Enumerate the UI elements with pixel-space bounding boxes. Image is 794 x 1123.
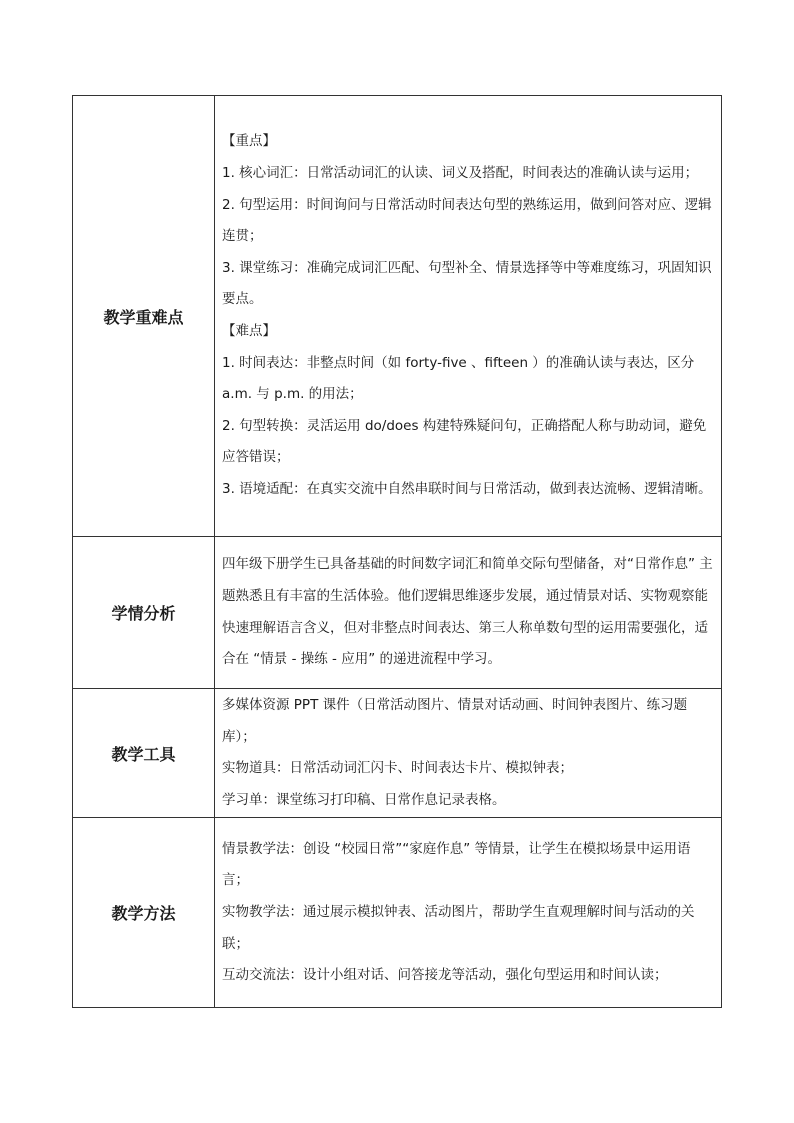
row-content — [215, 96, 722, 537]
paragraph: 学习单：课堂练习打印稿、日常作息记录表格。 — [222, 791, 506, 808]
paragraph: 2. 句型转换：灵活运用 do/does 构建特殊疑问句，正确搭配人称与助动词，避免应答错误； — [222, 417, 707, 466]
paragraph: 实物教学法：通过展示模拟钟表、活动图片，帮助学生直观理解时间与活动的关联； — [222, 904, 695, 952]
table-row-teaching-tools — [73, 689, 722, 818]
row-content — [215, 689, 722, 818]
paragraph: 3. 课堂练习：准确完成词汇匹配、句型补全、情景选择等中等难度练习，巩固知识要点。 — [222, 259, 712, 308]
row-label: 教学工具 — [73, 689, 215, 818]
paragraph: 互动交流法：设计小组对话、问答接龙等活动，强化句型运用和时间认读； — [222, 967, 668, 984]
row-content — [215, 537, 722, 689]
paragraph: 1. 核心词汇：日常活动词汇的认读、词义及搭配，时间表达的准确认读与运用； — [222, 165, 699, 182]
paragraph: 2. 句型运用：时间询问与日常活动时间表达句型的熟练运用，做到问答对应、逻辑连贯； — [222, 196, 712, 245]
row-label: 学情分析 — [73, 537, 215, 689]
table-row-student-analysis — [73, 537, 722, 689]
paragraph: 四年级下册学生已具备基础的时间数字词汇和简单交际句型储备，对“日常作息” 主题熟悉且有丰富的生活体验。他们逻辑思维逐步发展，通过情景对话、实物观察能快速理解语言含义，但对非整点时间表达、第三人称单数句型的运用需要强化，适合在 “情景 - 操练 - 应用” 的递进流程中学习。 — [222, 556, 713, 668]
paragraph: 【难点】 — [222, 323, 276, 339]
row-content — [215, 818, 722, 1008]
table-row-key-difficult-points — [73, 96, 722, 537]
paragraph: 情景教学法：创设 “校园日常”“家庭作息” 等情景，让学生在模拟场景中运用语言； — [222, 840, 691, 889]
paragraph: 3. 语境适配：在真实交流中自然串联时间与日常活动，做到表达流畅、逻辑清晰。 — [222, 480, 712, 497]
paragraph: 【重点】 — [222, 133, 276, 150]
row-label: 教学方法 — [73, 818, 215, 1008]
paragraph: 1. 时间表达：非整点时间（如 forty-five 、fifteen ）的准确认读与表达，区分 a.m. 与 p.m. 的用法； — [222, 354, 695, 403]
paragraph: 多媒体资源 PPT 课件（日常活动图片、情景对话动画、时间钟表图片、练习题库）； — [222, 697, 688, 745]
row-label: 教学重难点 — [73, 96, 215, 537]
paragraph: 实物道具：日常活动词汇闪卡、时间表达卡片、模拟钟表； — [222, 760, 573, 777]
lesson-plan-table — [72, 95, 722, 1008]
table-row-teaching-methods — [73, 818, 722, 1008]
